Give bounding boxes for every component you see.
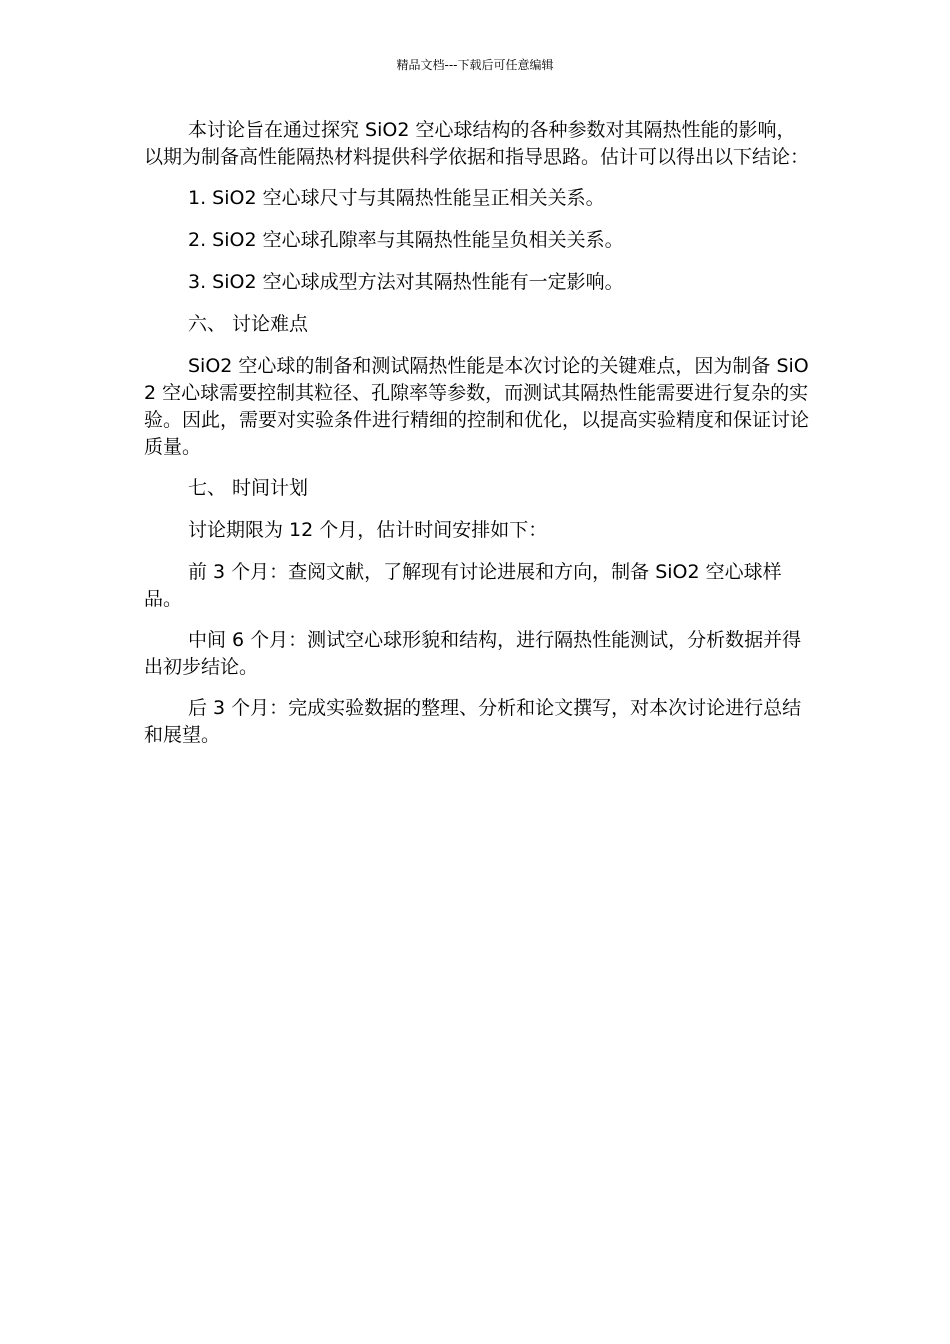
schedule-item-first: 前 3 个月：查阅文献，了解现有讨论进展和方向，制备 SiO2 空心球样品。 (144, 561, 782, 610)
section-heading-schedule: 七、 时间计划 (188, 477, 309, 499)
conclusion-item-1: 1. SiO2 空心球尺寸与其隔热性能呈正相关关系。 (188, 187, 605, 209)
conclusion-item-3: 3. SiO2 空心球成型方法对其隔热性能有一定影响。 (188, 271, 624, 293)
section-heading-difficulties: 六、 讨论难点 (188, 313, 309, 335)
schedule-item-last: 后 3 个月：完成实验数据的整理、分析和论文撰写，对本次讨论进行总结和展望。 (144, 697, 802, 746)
page-header: 精品文档---下载后可任意编辑 (396, 58, 554, 72)
paragraph-schedule-intro: 讨论期限为 12 个月，估计时间安排如下： (188, 519, 548, 541)
paragraph-difficulties: SiO2 空心球的制备和测试隔热性能是本次讨论的关键难点，因为制备 SiO2 空心球需要控制其粒径、孔隙率等参数，而测试其隔热性能需要进行复杂的实验。因此，需要对实验条件进行精细的控制和优化，以提高实验精度和保证讨论质量。 (144, 355, 810, 458)
document-body (144, 117, 812, 763)
paragraph-intro: 本讨论旨在通过探究 SiO2 空心球结构的各种参数对其隔热性能的影响，以期为制备高性能隔热材料提供科学依据和指导思路。估计可以得出以下结论： (144, 119, 810, 168)
conclusion-item-2: 2. SiO2 空心球孔隙率与其隔热性能呈负相关关系。 (188, 229, 624, 251)
schedule-item-middle: 中间 6 个月：测试空心球形貌和结构，进行隔热性能测试，分析数据并得出初步结论。 (144, 629, 802, 678)
